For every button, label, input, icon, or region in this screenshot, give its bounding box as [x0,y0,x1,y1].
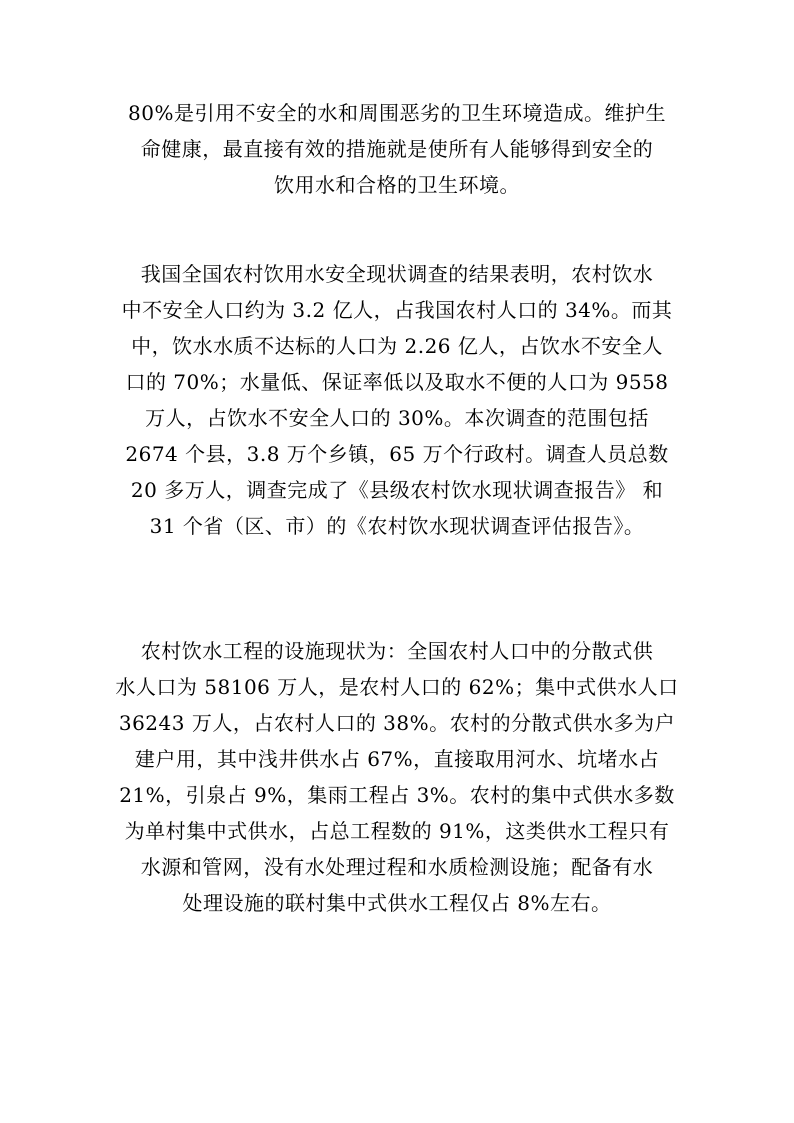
text-line: 口的 70%；水量低、保证率低以及取水不便的人口为 9558 [125,370,669,394]
text-line: 水人口为 58106 万人，是农村人口的 62%；集中式供水人口 [115,675,679,699]
text-line: 为单村集中式供水，占总工程数的 91%，这类供水工程只有 [124,819,670,843]
text-line: 水源和管网，没有水处理过程和水质检测设施；配备有水 [140,855,654,879]
text-line: 我国全国农村饮用水安全现状调查的结果表明，农村饮水 [140,262,654,286]
paragraph-water-safety-health [100,95,694,203]
paragraph-water-facilities-status [100,633,694,921]
text-line: 36243 万人，占农村人口的 38%。农村的分散式供水多为户 [118,711,676,735]
paragraph-rural-water-survey [100,256,694,544]
text-line: 21%，引泉占 9%，集雨工程占 3%。农村的集中式供水多数 [119,783,675,807]
text-line: 农村饮水工程的设施现状为：全国农村人口中的分散式供 [140,639,654,663]
text-line: 中不安全人口约为 3.2 亿人，占我国农村人口的 34%。而其 [121,298,673,322]
text-line: 2674 个县，3.8 万个乡镇，65 万个行政村。调查人员总数 [125,442,669,466]
text-line: 命健康，最直接有效的措施就是使所有人能够得到安全的 [140,137,654,161]
text-line: 中，饮水水质不达标的人口为 2.26 亿人，占饮水不安全人 [131,334,663,358]
text-line: 建户用，其中浅井供水占 67%，直接取用河水、坑堵水占 [134,747,660,771]
text-line: 31 个省（区、市）的《农村饮水现状调查评估报告》。 [149,514,645,538]
text-line: 万人，占饮水不安全人口的 30%。本次调查的范围包括 [145,406,649,430]
text-line: 20 多万人，调查完成了《县级农村饮水现状调查报告》 和 [130,478,664,502]
text-line: 处理设施的联村集中式供水工程仅占 8%左右。 [182,891,612,915]
text-line: 饮用水和合格的卫生环境。 [274,173,520,197]
text-line: 80%是引用不安全的水和周围恶劣的卫生环境造成。维护生 [128,101,666,125]
